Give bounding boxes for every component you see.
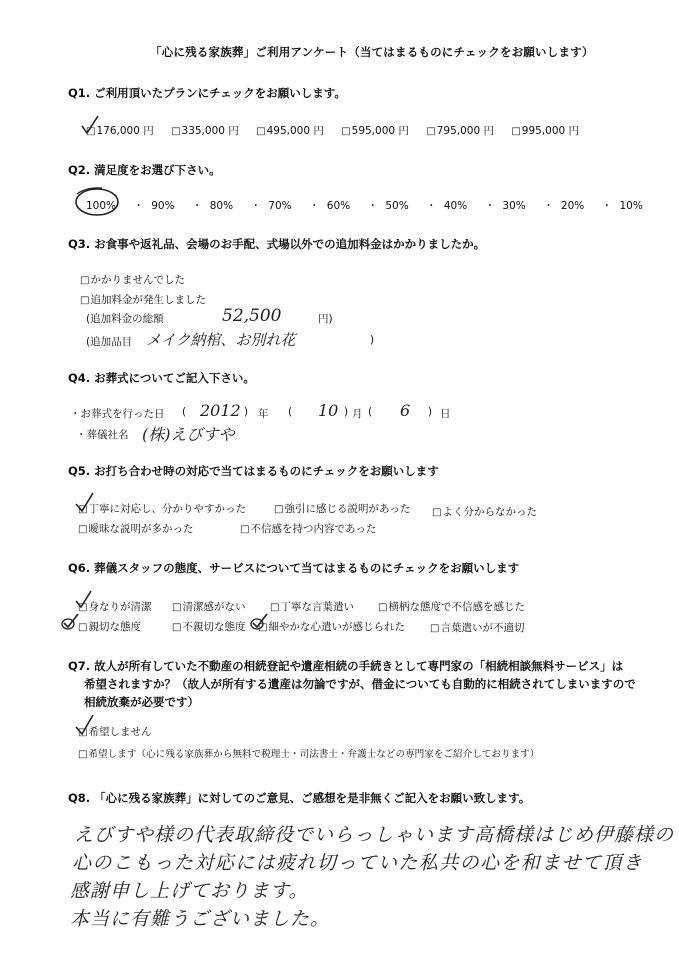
- q2-option-80[interactable]: ・ 80%: [191, 200, 234, 212]
- check-mark-icon: [248, 612, 270, 632]
- q1-option-4[interactable]: □595,000 円: [341, 125, 409, 137]
- paren-open: (: [368, 406, 373, 418]
- check-mark-icon: [74, 590, 94, 610]
- paren-open: (: [288, 406, 293, 418]
- checkbox-icon[interactable]: □: [341, 126, 351, 137]
- q3-option-extra[interactable]: □追加料金が発生しました: [80, 294, 206, 306]
- checkbox-icon[interactable]: □: [432, 507, 442, 518]
- checkbox-icon[interactable]: □: [78, 504, 88, 515]
- checkbox-icon[interactable]: □: [256, 126, 266, 137]
- checkbox-icon[interactable]: □: [78, 622, 88, 633]
- q4-day-unit: 日: [440, 408, 451, 420]
- q5-option-distrust[interactable]: □不信感を持つ内容であった: [240, 523, 377, 535]
- q4-date-label: ・お葬式を行った日: [70, 408, 165, 420]
- q3-total-unit: 円): [318, 313, 333, 325]
- q1-option-6[interactable]: □995,000 円: [511, 125, 580, 137]
- q2-option-40[interactable]: ・ 40%: [426, 200, 468, 212]
- q4-month-unit: 月: [352, 408, 363, 420]
- check-mark-icon: [80, 114, 100, 136]
- q1-option-3[interactable]: □495,000 円: [256, 125, 324, 137]
- q5-option-vague[interactable]: □曖昧な説明が多かった: [78, 523, 194, 535]
- q4-question: Q4. お葬式についてご記入下さい。: [68, 371, 255, 385]
- q8-question: Q8. 「心に残る家族葬」に対してのご意見、ご感想を是非無くご記入をお願い致します。: [68, 791, 531, 805]
- checkbox-icon[interactable]: □: [80, 275, 90, 286]
- q3-question: Q3. お食事や返礼品、会場のお手配、式場以外での追加料金はかかりましたか。: [68, 237, 486, 251]
- q5-option-unclear[interactable]: □よく分からなかった: [432, 506, 537, 518]
- q1-option-1[interactable]: □176,000 円: [86, 125, 154, 137]
- q1-option-5[interactable]: □795,000 円: [426, 125, 494, 137]
- q8-answer-line2[interactable]: 心のこもった対応には疲れ切っていた私共の心を和ませて頂き: [72, 852, 644, 874]
- q7-question-line3: 相続放棄が必要です）: [84, 695, 199, 709]
- q2-option-30[interactable]: ・ 30%: [484, 200, 526, 212]
- checkbox-icon[interactable]: □: [258, 622, 268, 633]
- q2-option-60[interactable]: ・ 60%: [308, 200, 351, 212]
- checkbox-icon[interactable]: □: [78, 749, 88, 760]
- paren-close: ): [428, 406, 433, 418]
- checkbox-icon[interactable]: □: [511, 126, 521, 137]
- q7-option-yes[interactable]: □希望します（心に残る家族葬から無料で税理士・司法書士・弁護士などの専門家をご紹介しております）: [78, 749, 540, 760]
- q7-option-no[interactable]: □希望しません: [78, 726, 152, 738]
- checkbox-icon[interactable]: □: [78, 602, 88, 613]
- q6-option-arrogant[interactable]: □横柄な態度で不信感を感じた: [378, 601, 525, 613]
- q2-question: Q2. 満足度をお選び下さい。: [68, 163, 221, 177]
- q6-question: Q6. 葬儀スタッフの態度、サービスについて当てはまるものにチェックをお願いします: [68, 561, 520, 575]
- q4-company-value[interactable]: (株)えびすや: [142, 425, 235, 444]
- q8-answer-line3[interactable]: 感謝申し上げております。: [70, 880, 309, 902]
- q7-question-line2: 希望されますか？（故人が所有する遺産は勿論ですが、借金についても自動的に相続されてしまいますので: [84, 677, 636, 691]
- q3-total-value[interactable]: 52,500: [222, 306, 282, 326]
- q6-option-polite-words[interactable]: □丁寧な言葉遣い: [270, 601, 354, 613]
- q2-option-10[interactable]: ・ 10%: [601, 200, 643, 212]
- q1-question: Q1. ご利用頂いたプランにチェックをお願いします。: [68, 86, 346, 100]
- q2-option-100[interactable]: 100%: [86, 200, 117, 212]
- q4-year[interactable]: 2012: [200, 401, 241, 420]
- q1-option-2[interactable]: □335,000 円: [171, 125, 239, 137]
- q6-option-clean[interactable]: □身なりが清潔: [78, 601, 152, 613]
- q5-question: Q5. お打ち合わせ時の対応で当てはまるものにチェックをお願いします: [68, 464, 439, 478]
- check-mark-icon: [74, 714, 96, 736]
- paren-close: ): [344, 406, 349, 418]
- checkbox-icon[interactable]: □: [270, 602, 280, 613]
- q2-option-50[interactable]: ・ 50%: [367, 200, 409, 212]
- checkbox-icon[interactable]: □: [78, 727, 88, 738]
- checkbox-icon[interactable]: □: [378, 602, 388, 613]
- checkbox-icon[interactable]: □: [172, 622, 182, 633]
- checkbox-icon[interactable]: □: [172, 602, 182, 613]
- q4-year-unit: 年: [258, 408, 269, 420]
- checkbox-icon[interactable]: □: [240, 524, 250, 535]
- q3-total-label: (追加料金の総額: [86, 313, 164, 325]
- q3-items-label: (追加品目: [86, 336, 133, 348]
- paren-close: ): [244, 406, 249, 418]
- checkbox-icon[interactable]: □: [78, 524, 88, 535]
- q5-option-pushy[interactable]: □強引に感じる説明があった: [274, 503, 411, 515]
- checkbox-icon[interactable]: □: [171, 126, 181, 137]
- circle-mark-icon: [74, 186, 122, 218]
- check-mark-icon: [60, 612, 82, 632]
- checkbox-icon[interactable]: □: [80, 295, 90, 306]
- q6-option-bad-words[interactable]: □言葉遣いが不適切: [430, 622, 525, 634]
- q2-option-70[interactable]: ・ 70%: [250, 200, 292, 212]
- q2-options: [86, 198, 643, 213]
- q3-option-none[interactable]: □かかりませんでした: [80, 274, 185, 286]
- q6-option-unkind[interactable]: □不親切な態度: [172, 621, 246, 633]
- checkbox-icon[interactable]: □: [430, 623, 440, 634]
- q7-question-line1: Q7. 故人が所有していた不動産の相続登記や遺産相続の手続きとして専門家の「相続相談無料サービス」は: [68, 659, 624, 673]
- q4-month[interactable]: 10: [318, 401, 339, 420]
- q6-option-attentive[interactable]: □細やかな心遣いが感じられた: [258, 621, 405, 633]
- q6-option-kind[interactable]: □親切な態度: [78, 621, 141, 633]
- checkbox-icon[interactable]: □: [274, 504, 284, 515]
- q6-option-unclean[interactable]: □清潔感がない: [172, 601, 246, 613]
- check-mark-icon: [74, 492, 96, 514]
- q3-items-close: ): [370, 334, 375, 346]
- q4-company-label: ・葬儀社名: [76, 429, 129, 441]
- q8-answer-line4[interactable]: 本当に有難うございました。: [70, 908, 331, 930]
- q2-option-20[interactable]: ・ 20%: [543, 200, 585, 212]
- q4-day[interactable]: 6: [400, 401, 411, 420]
- q1-options: [86, 123, 579, 138]
- q2-option-90[interactable]: ・ 90%: [133, 200, 175, 212]
- survey-title: 「心に残る家族葬」ご利用アンケート（当てはまるものにチェックをお願いします）: [150, 45, 594, 59]
- paren-open: (: [182, 406, 187, 418]
- q5-option-polite[interactable]: □丁寧に対応し、分かりやすかった: [78, 503, 246, 515]
- q8-answer-line1[interactable]: えびすや様の代表取締役でいらっしゃいます高橋様はじめ伊藤様の: [74, 824, 675, 846]
- checkbox-icon[interactable]: □: [426, 126, 436, 137]
- q3-items-value[interactable]: メイク納棺、お別れ花: [146, 331, 296, 349]
- checkbox-icon[interactable]: □: [86, 126, 96, 137]
